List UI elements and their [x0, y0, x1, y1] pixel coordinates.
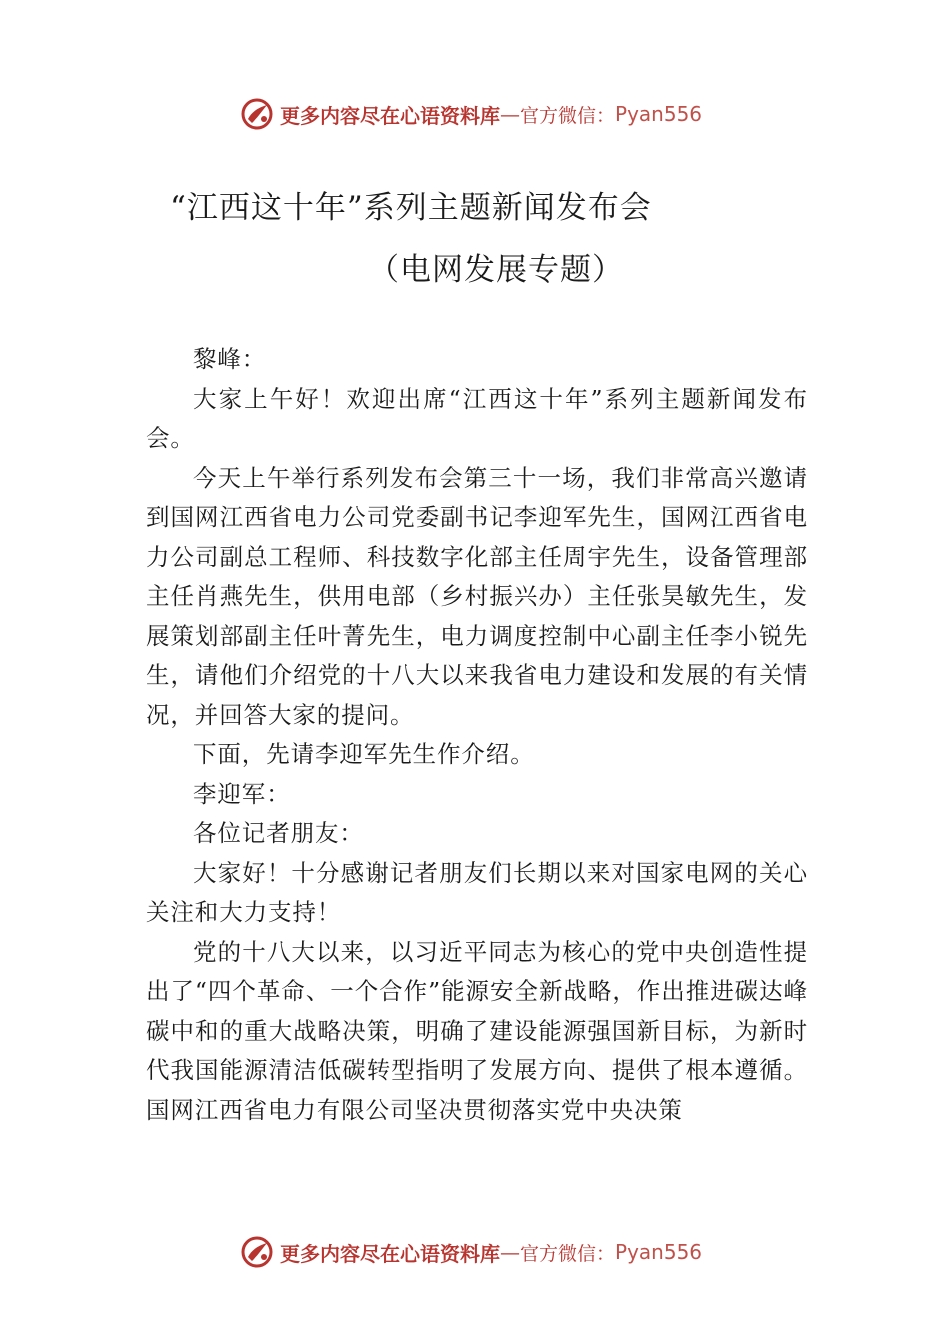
paragraph-strategy: 党的十八大以来，以习近平同志为核心的党中央创造性提出了“四个革命、一个合作”能源安全新战略，作出推进碳达峰碳中和的重大战略决策，明确了建设能源强国新目标，为新时代我国能源清洁低碳转型指明了发展方向、提供了根本遵循。国网江西省电力有限公司坚决贯彻落实党中央决策 [146, 937, 808, 1124]
document-body [146, 340, 808, 1130]
watermark-logo-icon [240, 97, 274, 131]
watermark-main-text: 更多内容尽在心语资料库 [280, 1241, 500, 1266]
watermark-separator: — [500, 102, 520, 126]
watermark-header [240, 94, 702, 134]
paragraph-introduction: 今天上午举行系列发布会第三十一场，我们非常高兴邀请到国网江西省电力公司党委副书记李迎军先生，国网江西省电力公司副总工程师、科技数字化部主任周宇先生，设备管理部主任肖燕先生，供用电部（乡村振兴办）主任张昊敏先生，发展策划部副主任叶菁先生，电力调度控制中心副主任李小锐先生，请他们介绍党的十八大以来我省电力建设和发展的有关情况，并回答大家的提问。 [146, 463, 808, 729]
watermark-label: 官方微信： [520, 1242, 616, 1265]
paragraph-invite: 下面，先请李迎军先生作介绍。 [193, 740, 535, 768]
paragraph-greeting: 各位记者朋友： [193, 819, 364, 847]
paragraph-speaker-lifeng: 黎峰： [193, 345, 267, 373]
watermark-id: Pyan556 [615, 102, 703, 126]
paragraph-speaker-liyingjun: 李迎军： [193, 779, 291, 808]
watermark-id: Pyan556 [615, 1240, 703, 1264]
watermark-main-text: 更多内容尽在心语资料库 [280, 103, 500, 128]
paragraph-thanks: 大家好！十分感谢记者朋友们长期以来对国家电网的关心关注和大力支持！ [146, 858, 808, 926]
watermark-label: 官方微信： [520, 104, 616, 127]
watermark-logo-icon [240, 1235, 274, 1269]
watermark-separator: — [500, 1240, 520, 1264]
watermark-footer [240, 1232, 702, 1272]
document-subtitle: （电网发展专题） [368, 252, 624, 288]
paragraph-welcome: 大家上午好！欢迎出席“江西这十年”系列主题新闻发布会。 [146, 384, 808, 452]
document-title: “江西这十年”系列主题新闻发布会 [170, 190, 652, 226]
